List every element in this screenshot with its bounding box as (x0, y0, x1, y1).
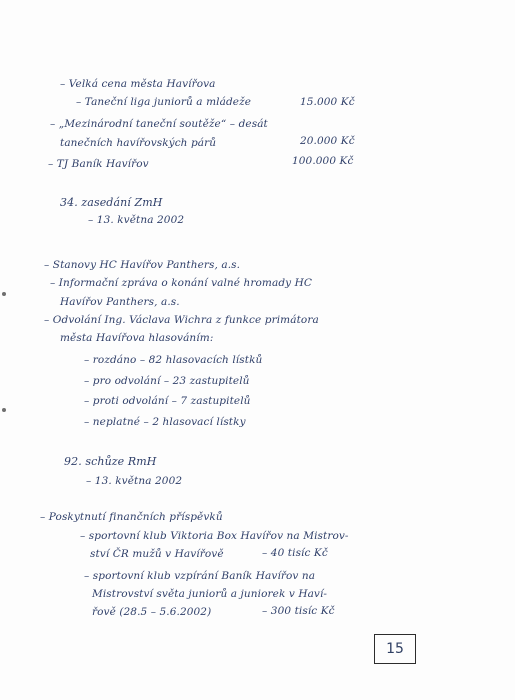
note-line: – Stanovy HC Havířov Panthers, a.s. (44, 259, 241, 271)
note-line: – 13. května 2002 (88, 214, 185, 226)
note-line: – Odvolání Ing. Václava Wichra z funkce primátora (44, 314, 319, 326)
vote-item: – neplatné – 2 hlasovací lístky (84, 416, 246, 428)
note-line: – TJ Baník Havířov (48, 158, 149, 170)
note-line: – Velká cena města Havířova (60, 78, 216, 90)
note-line: – Informační zpráva o konání valné hromady HC (50, 277, 313, 289)
note-line: – 13. května 2002 (86, 475, 183, 487)
vote-item: – rozdáno – 82 hlasovacích lístků (84, 354, 263, 366)
amount: – 40 tisíc Kč (262, 547, 328, 559)
note-line: řově (28.5 – 5.6.2002) (92, 606, 212, 618)
note-line: – sportovní klub Viktoria Box Havířov na Mistrov- (80, 530, 349, 542)
amount: 15.000 Kč (300, 96, 355, 108)
note-line: – „Mezinárodní taneční soutěže“ – desát (50, 118, 268, 130)
section-heading: 34. zasedání ZmH (60, 196, 163, 209)
note-line: ství ČR mužů v Havířově (90, 548, 224, 560)
amount: 100.000 Kč (292, 155, 354, 167)
section-heading: 92. schůze RmH (64, 455, 157, 468)
punch-hole-mark (2, 408, 6, 412)
punch-hole-mark (2, 292, 6, 296)
page-number: 15 (386, 641, 404, 657)
vote-item: – proti odvolání – 7 zastupitelů (84, 395, 251, 407)
vote-item: – pro odvolání – 23 zastupitelů (84, 375, 250, 387)
note-line: – Taneční liga juniorů a mládeže (76, 96, 252, 108)
note-line: tanečních havířovských párů (60, 137, 217, 149)
amount: 20.000 Kč (300, 135, 355, 147)
note-line: – sportovní klub vzpírání Baník Havířov na (84, 570, 316, 582)
note-line: – Poskytnutí finančních příspěvků (40, 511, 223, 523)
note-line: Mistrovství světa juniorů a juniorek v Haví- (92, 588, 328, 600)
note-line: města Havířova hlasováním: (60, 332, 214, 344)
note-line: Havířov Panthers, a.s. (60, 296, 180, 308)
page-number-box (374, 634, 416, 664)
amount: – 300 tisíc Kč (262, 605, 335, 617)
